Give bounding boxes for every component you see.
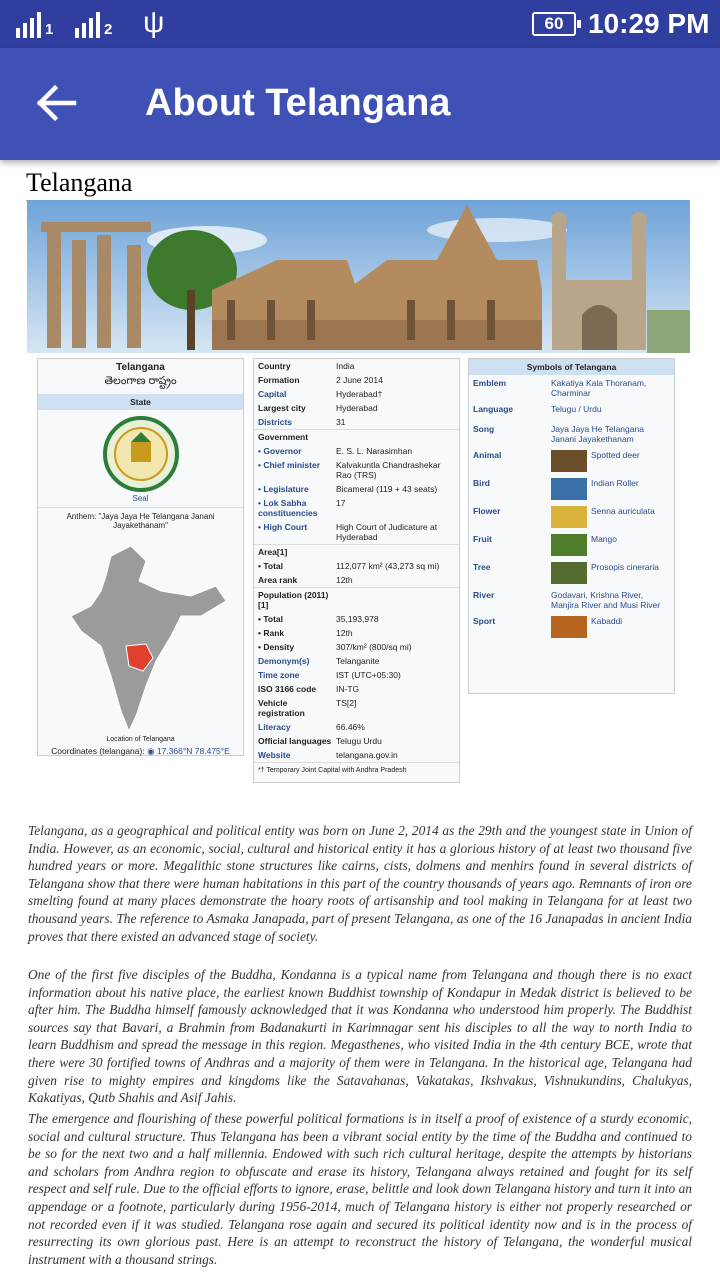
symbol-value[interactable]: Spotted deer <box>591 450 640 460</box>
state-type: State <box>38 394 243 410</box>
symbol-label: Bird <box>473 478 490 488</box>
fact-row <box>254 458 459 482</box>
symbol-row <box>469 421 674 447</box>
symbol-label: Emblem <box>473 378 507 388</box>
fact-row <box>254 573 459 587</box>
symbol-row <box>469 531 674 559</box>
state-name-native: తెలంగాణ రాష్ట్రం <box>104 375 177 387</box>
symbol-label: Sport <box>473 616 496 626</box>
globe-icon: ◉ <box>147 746 155 756</box>
fact-label: Area rank <box>258 575 298 585</box>
fact-row <box>254 482 459 496</box>
fact-row <box>254 401 459 415</box>
page-title: About Telangana <box>145 82 451 124</box>
symbols-rows <box>469 375 674 641</box>
fact-value <box>336 432 455 442</box>
state-facts-infobox <box>253 358 460 783</box>
symbol-row <box>469 587 674 613</box>
symbol-row <box>469 475 674 503</box>
fact-label: • High Court <box>258 522 308 532</box>
symbol-value[interactable]: Kakatiya Kala Thoranam, Charminar <box>551 378 647 398</box>
symbol-value[interactable]: Mango <box>591 534 617 544</box>
battery-icon <box>532 12 576 36</box>
fact-value: TS[2] <box>336 698 357 708</box>
symbol-value[interactable]: Indian Roller <box>591 478 639 488</box>
symbol-thumbnail <box>551 616 587 638</box>
fact-label: • Rank <box>258 628 285 638</box>
fact-value: 12th <box>336 575 353 585</box>
signal-sim2-icon <box>75 10 112 38</box>
fact-row <box>254 415 459 429</box>
fact-value: 12th <box>336 628 353 638</box>
sim1-label: 1 <box>45 21 54 38</box>
fact-row <box>254 496 459 520</box>
fact-label: Country <box>258 361 291 371</box>
app-bar <box>0 48 720 160</box>
facts-rows <box>254 359 459 762</box>
fact-value: IST (UTC+05:30) <box>336 670 401 680</box>
fact-label: Area[1] <box>258 547 288 557</box>
battery-level: 60 <box>544 14 564 33</box>
fact-row <box>254 668 459 682</box>
fact-row <box>254 720 459 734</box>
fact-label: Formation <box>258 375 300 385</box>
fact-label: Government <box>258 432 309 442</box>
symbols-header: Symbols of Telangana <box>469 359 674 375</box>
fact-value: High Court of Judicature at Hyderabad <box>336 522 438 542</box>
fact-value: Kalvakuntla Chandrashekar Rao (TRS) <box>336 460 441 480</box>
fact-value: 112,077 km² (43,273 sq mi) <box>336 561 440 571</box>
symbol-value[interactable]: Godavari, Krishna River, Manjira River and Musi River <box>551 590 661 610</box>
symbol-value[interactable]: Jaya Jaya He Telangana Janani Jayakethanam <box>551 424 644 444</box>
symbol-label: Animal <box>473 450 502 460</box>
fact-value: 307/km² (800/sq mi) <box>336 642 412 652</box>
symbol-thumbnail <box>551 478 587 500</box>
symbol-value[interactable]: Kabaddi <box>591 616 623 626</box>
state-infobox <box>37 358 244 756</box>
fact-value: 2 June 2014 <box>336 375 383 385</box>
fact-value: 66.46% <box>336 722 365 732</box>
status-bar <box>0 0 720 48</box>
map-caption: Location of Telangana <box>106 736 175 743</box>
fact-label: Population (2011)[1] <box>258 590 329 610</box>
state-anthem: Anthem: "Jaya Jaya He Telangana Janani Jayakethanam" <box>38 507 243 534</box>
symbol-row <box>469 447 674 475</box>
fact-row <box>254 612 459 626</box>
state-symbols-infobox <box>468 358 675 694</box>
seal-caption: Seal <box>132 494 149 503</box>
fact-row <box>254 654 459 668</box>
fact-label: • Density <box>258 642 295 652</box>
symbol-label: Flower <box>473 506 501 516</box>
sim2-label: 2 <box>104 21 113 38</box>
symbol-thumbnail <box>551 506 587 528</box>
symbol-value[interactable]: Senna auriculata <box>591 506 655 516</box>
symbol-row <box>469 503 674 531</box>
fact-value: 31 <box>336 417 346 427</box>
fact-label: Time zone <box>258 670 300 680</box>
symbol-label: River <box>473 590 495 600</box>
capital-footnote: *† Temporary Joint Capital with Andhra Pradesh <box>254 762 459 778</box>
symbol-value[interactable]: Telugu / Urdu <box>551 404 602 414</box>
state-seal-icon <box>101 414 181 494</box>
fact-value: India <box>336 361 355 371</box>
fact-row <box>254 640 459 654</box>
fact-label: Largest city <box>258 403 306 413</box>
fact-row <box>254 387 459 401</box>
fact-row <box>254 734 459 748</box>
fact-value: 17 <box>336 498 346 508</box>
signal-sim1-icon <box>16 10 53 38</box>
fact-row <box>254 544 459 559</box>
fact-value: 35,193,978 <box>336 614 379 624</box>
fact-row <box>254 682 459 696</box>
symbol-label: Language <box>473 404 514 414</box>
history-paragraph-3: The emergence and flourishing of these powerful political formations is in itself a proof of existence of a sturdy economic, social and cultural structure. Thus Telangana has been a vibrant social entity by the time of the Buddha and continued to be so for the next two and a half millennia. Endowed with such rich cultural heritage, despite the attempts by historians and scholars from Andhra region to obfuscate and erase its history, Telangana always retained and fought for its self respect and self rule. Due to the official efforts to ignore, erase, belittle and look down Telangana history and turn it into an appendage or a footnote, particularly during 1956-2014, much of Telangana history is either not properly researched or not recorded even if it was studied. Telangana rose again and secured its political identity now and is in the process of resurrecting its own glorious past. Here is an attempt to reconstruct the history of Telangana, the wonderful musical instrument with a thousand strings. <box>28 1111 692 1267</box>
fact-label: • Chief minister <box>258 460 321 470</box>
usb-icon: ψ <box>143 6 165 39</box>
symbol-thumbnail <box>551 450 587 472</box>
coordinates-row <box>38 743 243 757</box>
symbol-value[interactable]: Prosopis cineraria <box>591 562 660 572</box>
fact-row <box>254 359 459 373</box>
fact-label: Districts <box>258 417 293 427</box>
fact-row <box>254 696 459 720</box>
fact-value: Hyderabad <box>336 403 378 413</box>
state-name: Telangana <box>116 362 165 373</box>
fact-label: Literacy <box>258 722 291 732</box>
symbol-thumbnail <box>551 534 587 556</box>
fact-row <box>254 748 459 762</box>
symbol-thumbnail <box>551 562 587 584</box>
symbol-row <box>469 375 674 401</box>
fact-row <box>254 587 459 612</box>
coordinates-label: Coordinates (telangana): <box>51 746 145 756</box>
fact-value: IN-TG <box>336 684 360 694</box>
fact-label: ISO 3166 code <box>258 684 317 694</box>
history-paragraph-2: One of the first five disciples of the Buddha, Kondanna is a typical name from Telangana and though there is no exact information about his native place, the earliest known Buddhist township of Kondapur in Medak district is believed to be after him. The Buddha himself famously acknowledged that it was Kondanna who understood him properly. The Buddhist sources say that Bavari, a Brahmin from Badanakurti in Karimnagar sent his disciples to all the way to north India to learn Buddhism and spread the message in this region. Megasthenes, who visited India in the 4th century BCE, wrote that there were 30 fortified towns of Andhras and a majority of them were in Telangana. In the historical age, Telangana had given rise to mighty empires and kingdoms like the Satavahanas, Vakatakas, Ikshvakus, Vishnukundins, Chalukyas, Kakatiyas, Qutb Shahis and Asif Jahis. <box>28 967 692 1106</box>
fact-value: Hyderabad† <box>336 389 383 399</box>
article-content[interactable] <box>0 160 720 1280</box>
history-paragraph-1: Telangana, as a geographical and political entity was born on June 2, 2014 as the 29th and the youngest state in Union of India. However, as an economic, social, cultural and historical entity it has a glorious history of at least two thousand five hundred years or more. Megalithic stone structures like cairns, cists, dolmens and menhirs found in several districts of Telangana show that there were human habitations in this part of the country thousands of years ago. Remnants of iron ore smelting found at many places demonstrate the hoary roots of artisanship and tool making in Telangana for at least two thousand years. The reference to Asmaka Janapada, part of present Telangana, as one of the 16 Janapadas in ancient India proves that there existed an advanced stage of society. <box>28 823 692 944</box>
symbol-label: Tree <box>473 562 491 572</box>
fact-value: Bicameral (119 + 43 seats) <box>336 484 438 494</box>
symbol-label: Song <box>473 424 495 434</box>
fact-value: E. S. L. Narasimhan <box>336 446 413 456</box>
fact-row <box>254 444 459 458</box>
fact-value: Telanganite <box>336 656 380 666</box>
symbol-row <box>469 613 674 641</box>
india-map <box>51 536 231 736</box>
back-arrow-icon[interactable] <box>30 76 84 130</box>
fact-label: • Total <box>258 614 284 624</box>
fact-label: • Legislature <box>258 484 309 494</box>
article-heading: Telangana <box>26 168 690 201</box>
fact-label: Vehicle registration <box>258 698 305 718</box>
symbol-label: Fruit <box>473 534 492 544</box>
telangana-monuments-banner <box>27 200 690 353</box>
symbol-row <box>469 559 674 587</box>
fact-value <box>336 590 455 610</box>
fact-value: Telugu Urdu <box>336 736 382 746</box>
fact-row <box>254 559 459 573</box>
fact-row <box>254 373 459 387</box>
fact-label: Demonym(s) <box>258 656 310 666</box>
fact-value: telangana.gov.in <box>336 750 398 760</box>
symbol-row <box>469 401 674 421</box>
fact-label: • Lok Sabha constituencies <box>258 498 318 518</box>
fact-row <box>254 626 459 640</box>
clock: 10:29 PM <box>588 8 710 39</box>
fact-value <box>336 547 455 557</box>
fact-label: Website <box>258 750 291 760</box>
fact-row <box>254 520 459 544</box>
fact-label: • Governor <box>258 446 302 456</box>
fact-label: • Total <box>258 561 284 571</box>
fact-label: Capital <box>258 389 287 399</box>
fact-label: Official languages <box>258 736 332 746</box>
fact-row <box>254 429 459 444</box>
coordinates-link[interactable]: 17.366°N 78.475°E <box>156 746 230 756</box>
